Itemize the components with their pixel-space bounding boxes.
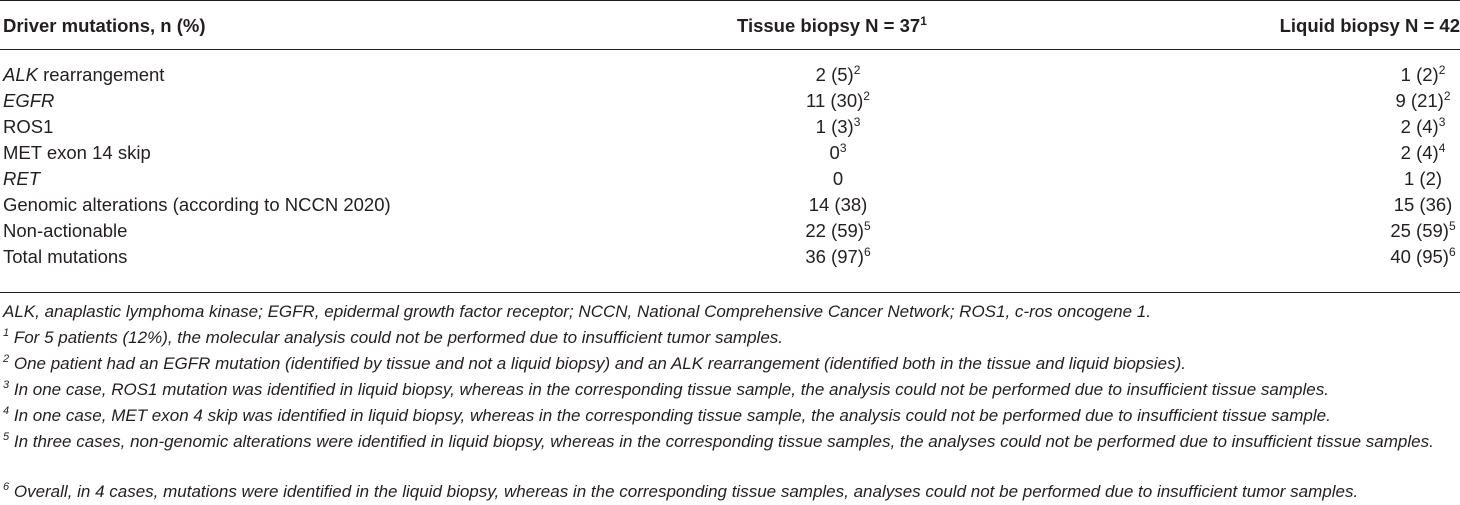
footnote-5 (3, 431, 1459, 452)
table-row (0, 219, 1460, 243)
header-rule (0, 49, 1460, 50)
footnote-mark: 1 (3, 327, 10, 339)
row-label (3, 141, 151, 165)
footnote-marker: 3 (853, 115, 861, 129)
footnote-text: For 5 patients (12%), the molecular analysis could not be performed due to insufficient tumor samples. (9, 328, 784, 347)
row-label (3, 245, 127, 269)
footnote-mark: 3 (3, 379, 10, 391)
column-header-driver-mutations: Driver mutations, n (%) (3, 15, 206, 36)
label-rest: ROS1 (3, 116, 54, 137)
footnote-marker: 3 (1438, 115, 1446, 129)
tissue-value: 14 (38) (808, 194, 868, 215)
column-header-tissue-text: Tissue biopsy N = 37 (737, 15, 921, 36)
gene-name: EGFR (3, 90, 55, 111)
footnote-marker: 5 (863, 219, 871, 233)
footnote-marker: 5 (1448, 219, 1456, 233)
liquid-value: 2 (4) (1400, 116, 1439, 137)
gene-name: RET (3, 168, 40, 189)
footnote-mark: 5 (3, 431, 10, 443)
liquid-value: 40 (95) (1390, 246, 1449, 267)
footnote-mark: 4 (3, 405, 10, 417)
liquid-value: 1 (2) (1400, 64, 1439, 85)
table-row (0, 115, 1460, 139)
footnote-text: In one case, MET exon 4 skip was identified in liquid biopsy, whereas in the corresponding tissue sample, the analysis could not be performed due to insufficient tissue sample. (9, 406, 1331, 425)
liquid-value: 2 (4) (1400, 142, 1439, 163)
footnote-marker: 2 (1438, 63, 1446, 77)
footnote-2 (3, 353, 1459, 374)
liquid-value: 15 (36) (1393, 194, 1453, 215)
footnote-text: One patient had an EGFR mutation (identified by tissue and not a liquid biopsy) and an ALK rearrangement (identified both in the tissue and liquid biopsies). (9, 354, 1186, 373)
footnote-marker: 4 (1438, 141, 1446, 155)
label-rest: Total mutations (3, 246, 128, 267)
footnote-marker: 6 (1448, 245, 1456, 259)
tissue-value: 1 (3) (815, 116, 854, 137)
label-rest: Genomic alterations (according to NCCN 2020) (3, 194, 391, 215)
row-label (3, 115, 53, 139)
row-label (3, 167, 40, 191)
footnote-6 (3, 481, 1459, 502)
tissue-value: 11 (30) (806, 90, 864, 111)
tissue-value: 0 (829, 142, 840, 163)
footnote-marker: 2 (863, 89, 870, 103)
table-row (0, 141, 1460, 165)
tissue-value: 0 (832, 168, 844, 189)
row-label (3, 193, 391, 217)
label-rest: rearrangement (37, 64, 165, 85)
footnote-3 (3, 379, 1459, 400)
table-bottom-rule (0, 292, 1460, 293)
table-row (0, 89, 1460, 113)
footnote-marker: 3 (839, 141, 847, 155)
footnote-text: Overall, in 4 cases, mutations were identified in the liquid biopsy, whereas in the corresponding tissue samples, analyses could not be performed due to insufficient tumor samples. (9, 482, 1359, 501)
column-header-liquid-biopsy: Liquid biopsy N = 42 (1279, 15, 1460, 36)
liquid-value: 9 (21) (1395, 90, 1444, 111)
gene-name: ALK (3, 64, 38, 85)
footnote-text: In three cases, non-genomic alterations were identified in liquid biopsy, whereas in the corresponding tissue samples, the analyses could not be performed due to insufficient tissue samples. (9, 432, 1434, 451)
label-rest: Non-actionable (3, 220, 128, 241)
footnote-marker: 2 (853, 63, 861, 77)
abbreviations-note: ALK, anaplastic lymphoma kinase; EGFR, epidermal growth factor receptor; NCCN, National Comprehensive Cancer Network; ROS1, c-ros oncogene 1. (3, 302, 1151, 321)
table-row (0, 193, 1460, 217)
row-label (3, 89, 54, 113)
footnote-4 (3, 405, 1459, 426)
table-row (0, 167, 1460, 191)
row-label (3, 219, 127, 243)
footnote-1 (3, 327, 1459, 348)
table-row (0, 63, 1460, 87)
footnote-text: In one case, ROS1 mutation was identified in liquid biopsy, whereas in the corresponding tissue sample, the analysis could not be performed due to insufficient tissue samples. (9, 380, 1329, 399)
footnote-mark: 2 (3, 353, 10, 365)
label-rest: MET exon 14 skip (3, 142, 151, 163)
footnote-marker: 1 (920, 14, 927, 28)
tissue-value: 2 (5) (815, 64, 854, 85)
column-header-tissue-biopsy (737, 15, 927, 37)
tissue-value: 36 (97) (805, 246, 864, 267)
table-top-rule (0, 0, 1460, 1)
footnote-marker: 2 (1443, 89, 1451, 103)
liquid-value: 1 (2) (1403, 168, 1443, 189)
table-row (0, 245, 1460, 269)
row-label (3, 63, 164, 87)
footnote-marker: 6 (863, 245, 871, 259)
footnote-mark: 6 (3, 481, 10, 493)
liquid-value: 25 (59) (1390, 220, 1449, 241)
tissue-value: 22 (59) (805, 220, 864, 241)
